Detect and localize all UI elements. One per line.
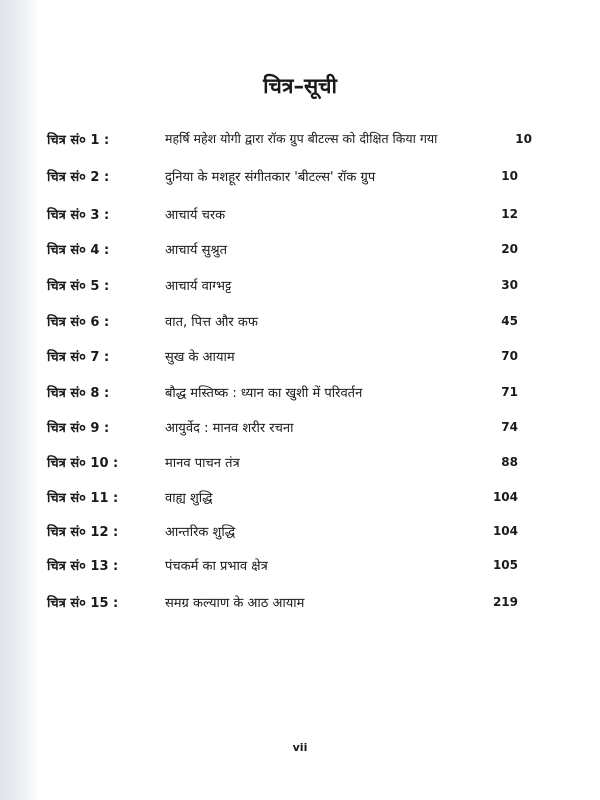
page-number: 219 bbox=[492, 595, 518, 609]
list-item bbox=[0, 240, 600, 262]
figure-caption: पंचकर्म का प्रभाव क्षेत्र bbox=[165, 559, 268, 574]
figure-number-label: चित्र सं० 12 : bbox=[47, 525, 119, 540]
page-number: 45 bbox=[501, 314, 518, 328]
page-number: 30 bbox=[501, 278, 518, 292]
figure-caption: वात, पित्त और कफ bbox=[165, 315, 258, 330]
figure-number-label: चित्र सं० 9 : bbox=[47, 421, 110, 436]
figure-caption: मानव पाचन तंत्र bbox=[165, 456, 240, 471]
list-item bbox=[0, 312, 600, 334]
figure-number-label: चित्र सं० 10 : bbox=[47, 456, 119, 471]
list-item bbox=[0, 593, 600, 615]
figure-number-label: चित्र सं० 5 : bbox=[47, 279, 110, 294]
figure-number-label: चित्र सं० 11 : bbox=[47, 491, 119, 506]
figure-caption: आचार्य वाग्भट्ट bbox=[165, 279, 232, 294]
page-number: 88 bbox=[501, 455, 518, 469]
list-item bbox=[0, 556, 600, 578]
figure-caption: आन्तरिक शुद्धि bbox=[165, 525, 236, 540]
page-number: 70 bbox=[501, 349, 518, 363]
figure-number-label: चित्र सं० 15 : bbox=[47, 596, 119, 611]
figure-caption: आचार्य सुश्रुत bbox=[165, 243, 227, 258]
list-item bbox=[0, 522, 600, 544]
figure-number-label: चित्र सं० 1 : bbox=[47, 133, 110, 148]
page-footer-number: vii bbox=[292, 741, 308, 754]
list-item bbox=[0, 167, 600, 189]
list-item bbox=[0, 453, 600, 475]
list-item bbox=[0, 383, 600, 405]
page-number: 71 bbox=[501, 385, 518, 399]
page-number: 104 bbox=[492, 524, 518, 538]
page-number: 20 bbox=[501, 242, 518, 256]
page-number: 104 bbox=[492, 490, 518, 504]
figure-number-label: चित्र सं० 3 : bbox=[47, 208, 110, 223]
page-number: 105 bbox=[492, 558, 518, 572]
figure-number-label: चित्र सं० 8 : bbox=[47, 386, 110, 401]
figure-number-label: चित्र सं० 6 : bbox=[47, 315, 110, 330]
list-item bbox=[0, 418, 600, 440]
page-number: 74 bbox=[501, 420, 518, 434]
list-item bbox=[0, 488, 600, 510]
figure-number-label: चित्र सं० 4 : bbox=[47, 243, 110, 258]
figure-number-label: चित्र सं० 2 : bbox=[47, 170, 110, 185]
figure-number-label: चित्र सं० 13 : bbox=[47, 559, 119, 574]
figure-caption: समग्र कल्याण के आठ आयाम bbox=[165, 596, 305, 611]
figure-caption: दुनिया के मशहूर संगीतकार 'बीटल्स' रॉक ग्रुप bbox=[165, 170, 376, 185]
list-item bbox=[0, 205, 600, 227]
figure-number-label: चित्र सं० 7 : bbox=[47, 350, 110, 365]
figure-caption: महर्षि महेश योगी द्वारा रॉक ग्रुप बीटल्स को दीक्षित किया गया bbox=[165, 131, 438, 146]
figure-caption: आयुर्वेद : मानव शरीर रचना bbox=[165, 421, 294, 436]
page-number: 12 bbox=[501, 207, 518, 221]
page-title: चित्र–सूची bbox=[263, 74, 337, 98]
page-number: 10 bbox=[515, 132, 532, 146]
figure-caption: बौद्ध मस्तिष्क : ध्यान का खुशी में परिवर्तन bbox=[165, 386, 363, 401]
page-number: 10 bbox=[501, 169, 518, 183]
figure-caption: सुख के आयाम bbox=[165, 350, 235, 365]
list-item bbox=[0, 276, 600, 298]
list-item bbox=[0, 347, 600, 369]
figure-caption: आचार्य चरक bbox=[165, 208, 226, 223]
figure-caption: वाह्य शुद्धि bbox=[165, 491, 213, 506]
list-item bbox=[0, 130, 600, 152]
